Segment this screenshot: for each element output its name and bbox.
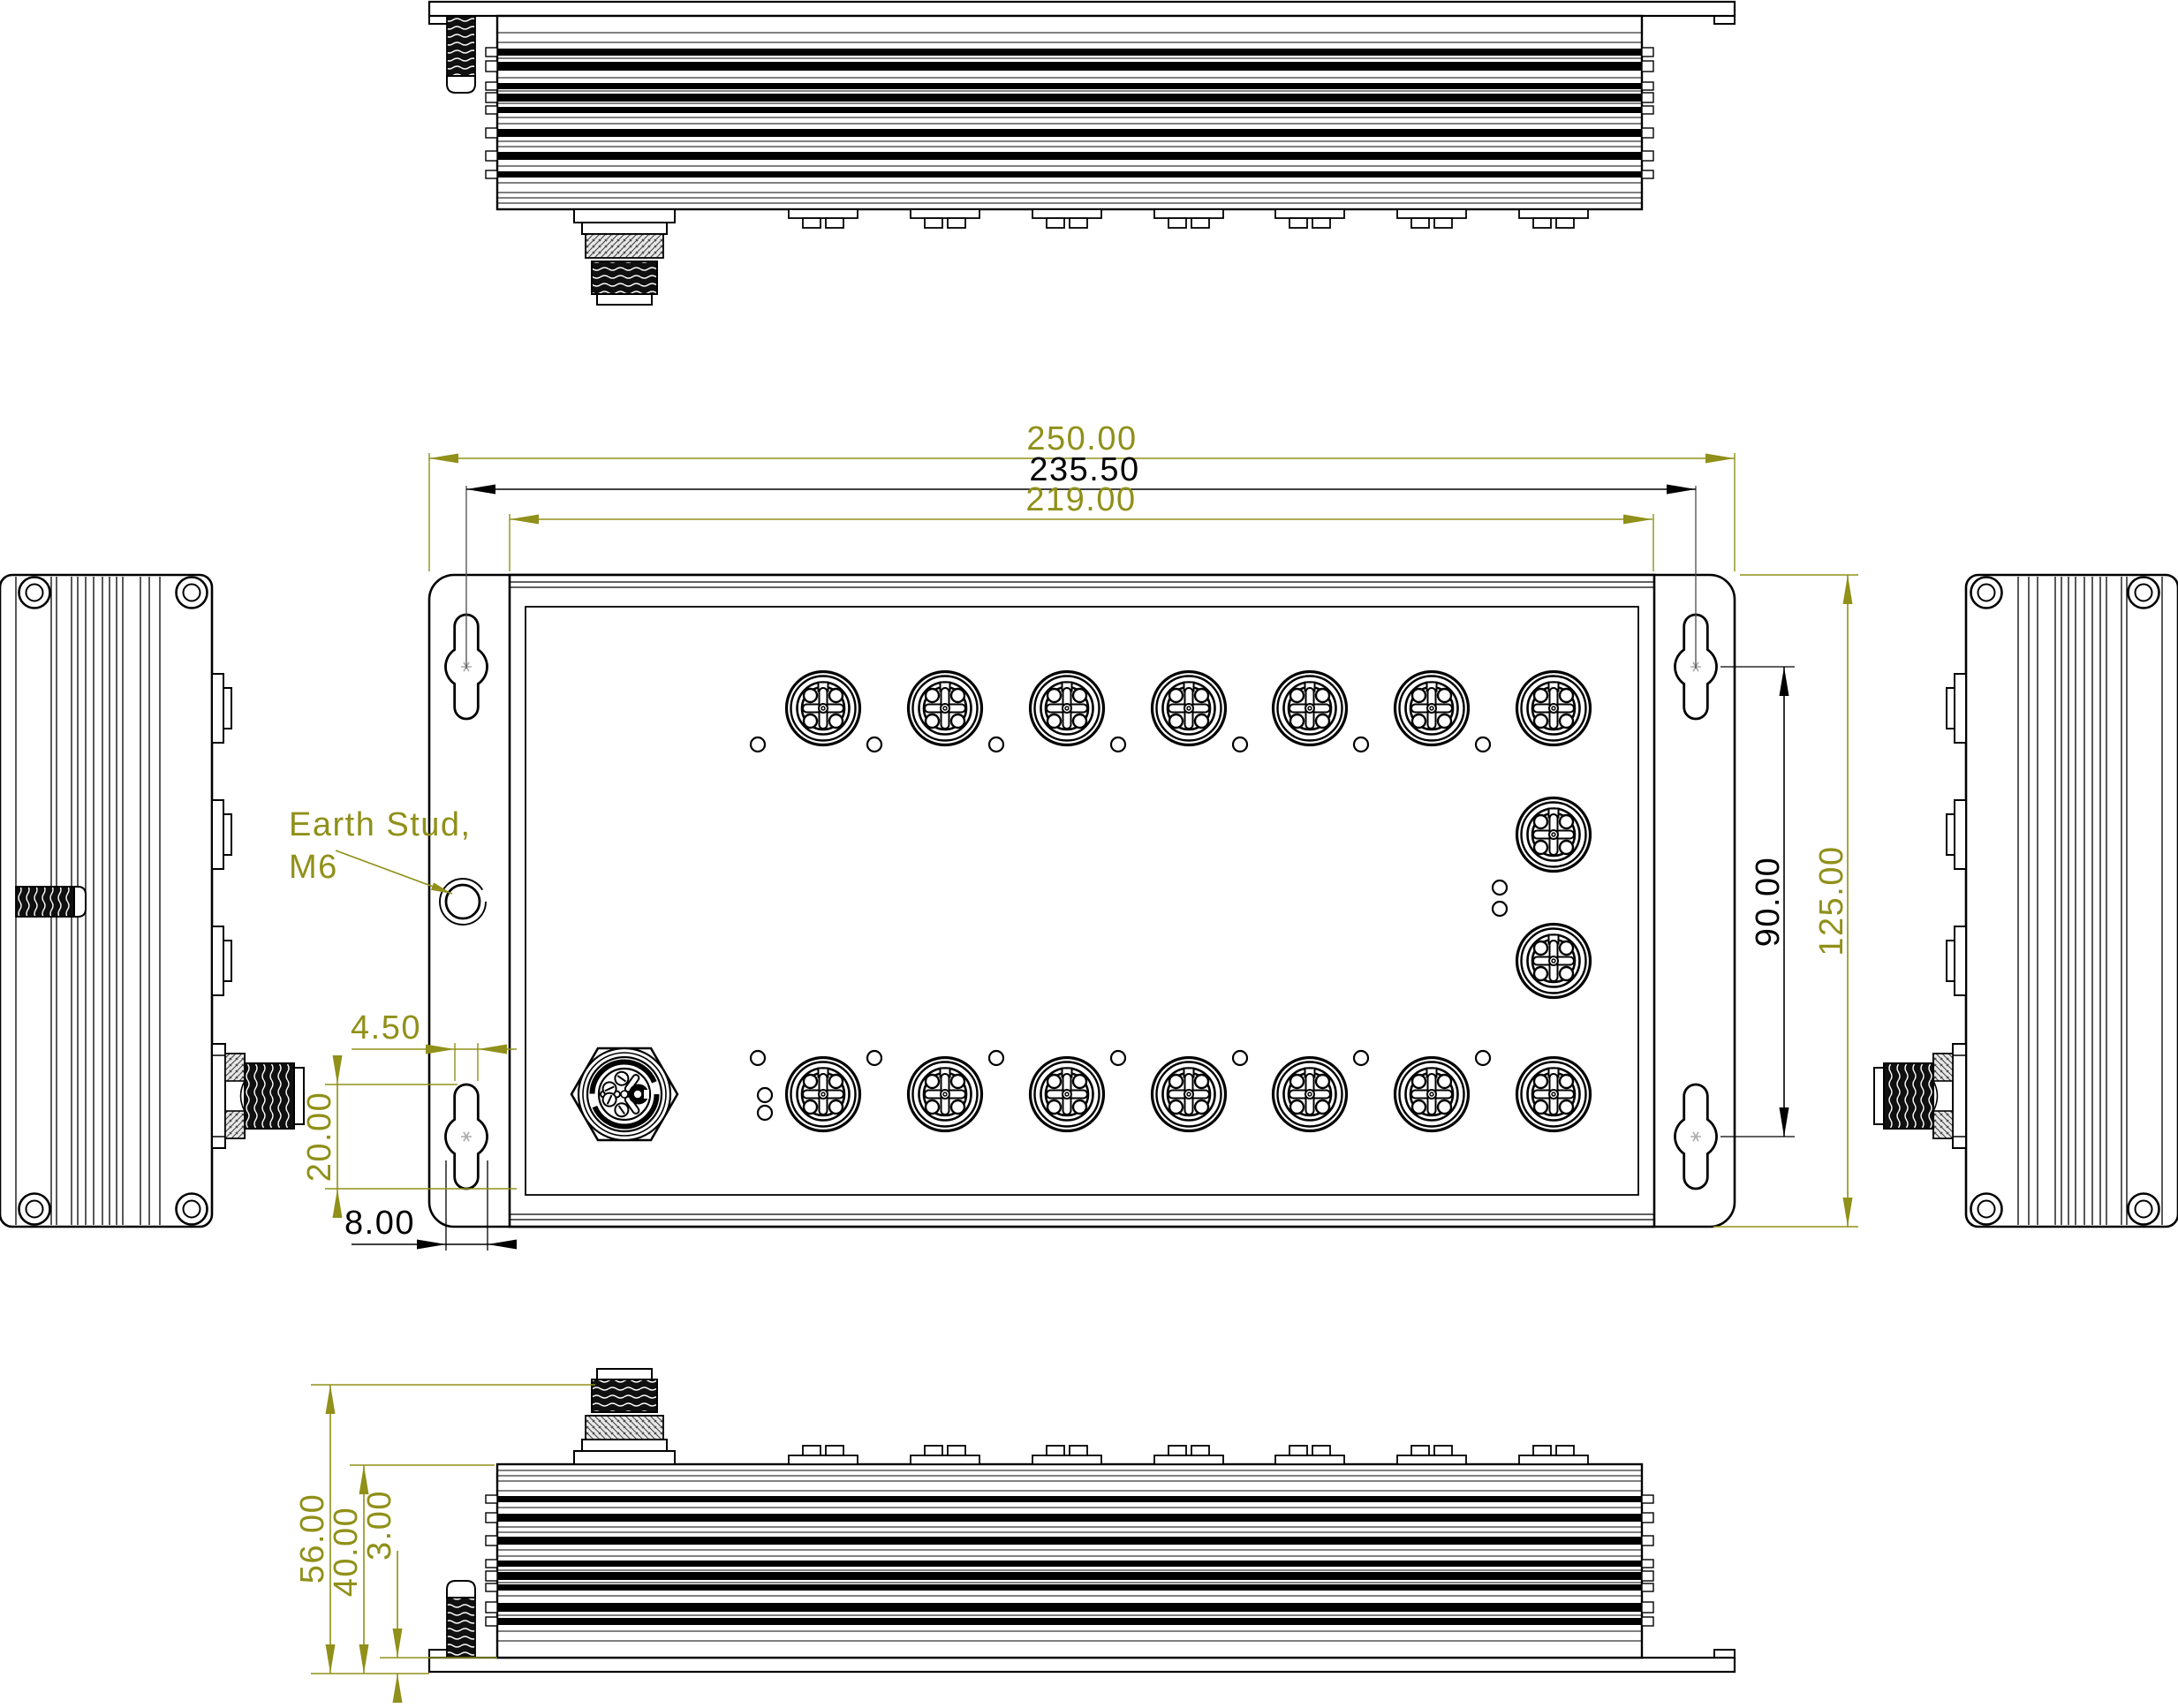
earth-stud-front-icon	[440, 879, 486, 925]
arrowhead	[333, 1189, 343, 1218]
m12-connector	[1153, 672, 1226, 745]
arrowhead	[326, 1644, 336, 1674]
m12-connector	[1031, 672, 1104, 745]
earth-stud-label-line1: Earth Stud,	[289, 806, 472, 843]
m12-connector	[1517, 798, 1591, 872]
arrowhead	[326, 1385, 336, 1414]
m12-connector	[1031, 1058, 1104, 1131]
led-hole	[1476, 737, 1490, 752]
led-hole	[758, 1088, 772, 1102]
dim-overall-width: 250.00	[1026, 420, 1138, 457]
front-view	[429, 575, 1735, 1227]
m12-connector	[1517, 925, 1591, 998]
dim-overall-height: 125.00	[1813, 845, 1850, 956]
arrowhead	[1623, 515, 1652, 525]
led-hole	[1111, 737, 1125, 752]
led-hole	[1111, 1051, 1125, 1065]
m12-connector	[1517, 1058, 1591, 1131]
led-hole	[1233, 1051, 1247, 1065]
led-hole	[1493, 880, 1507, 895]
right-side-view	[1874, 575, 2178, 1227]
led-hole	[867, 1051, 881, 1065]
led-hole	[989, 1051, 1003, 1065]
arrowhead	[510, 515, 539, 525]
m12-connector	[1274, 1058, 1347, 1131]
dim-body-width: 219.00	[1025, 481, 1137, 518]
led-hole	[1493, 902, 1507, 916]
m12-connector	[909, 1058, 982, 1131]
m12-connector	[909, 672, 982, 745]
led-hole	[1354, 1051, 1368, 1065]
led-hole	[751, 737, 765, 752]
arrowhead	[417, 1240, 446, 1250]
arrowhead	[393, 1674, 403, 1703]
dim-slot-width: 4.50	[351, 1009, 421, 1047]
dim-overall-depth: 56.00	[294, 1493, 331, 1584]
arrowhead	[1780, 667, 1789, 696]
dim-slot-spacing-horizontal: 235.50	[1029, 451, 1140, 488]
dim-bracket-thickness: 3.00	[361, 1490, 398, 1561]
left-side-view	[0, 575, 304, 1227]
m12-connector	[1517, 672, 1591, 745]
bottom-view	[429, 1369, 1735, 1672]
led-hole	[867, 737, 881, 752]
earth-stud-side-icon	[16, 887, 86, 917]
arrowhead	[333, 1055, 343, 1085]
arrowhead	[1843, 1198, 1853, 1227]
earth-stud-label-line2: M6	[289, 849, 338, 886]
dim-slot-spacing-vertical: 90.00	[1750, 856, 1787, 948]
dim-slot-circle-diameter: 8.00	[344, 1205, 415, 1242]
led-hole	[751, 1051, 765, 1065]
dim-body-depth: 40.00	[328, 1506, 365, 1598]
m12-connector	[787, 672, 860, 745]
m12-connector	[1395, 1058, 1469, 1131]
arrowhead	[488, 1240, 517, 1250]
m12-connector	[1274, 672, 1347, 745]
arrowhead	[1667, 485, 1696, 495]
led-hole	[758, 1106, 772, 1120]
arrowhead	[359, 1644, 369, 1674]
m12-connector	[1153, 1058, 1226, 1131]
m12-connector	[1395, 672, 1469, 745]
m12-connector	[787, 1058, 860, 1131]
arrowhead	[1843, 575, 1853, 604]
arrowhead	[1780, 1107, 1789, 1137]
led-hole	[1354, 737, 1368, 752]
arrowhead	[429, 454, 458, 464]
led-hole	[1476, 1051, 1490, 1065]
arrowhead	[1705, 454, 1735, 464]
led-hole	[1233, 737, 1247, 752]
dim-slot-length: 20.00	[301, 1091, 338, 1183]
arrowhead	[466, 485, 495, 495]
led-hole	[989, 737, 1003, 752]
arrowhead	[393, 1629, 403, 1658]
top-view	[429, 2, 1735, 305]
